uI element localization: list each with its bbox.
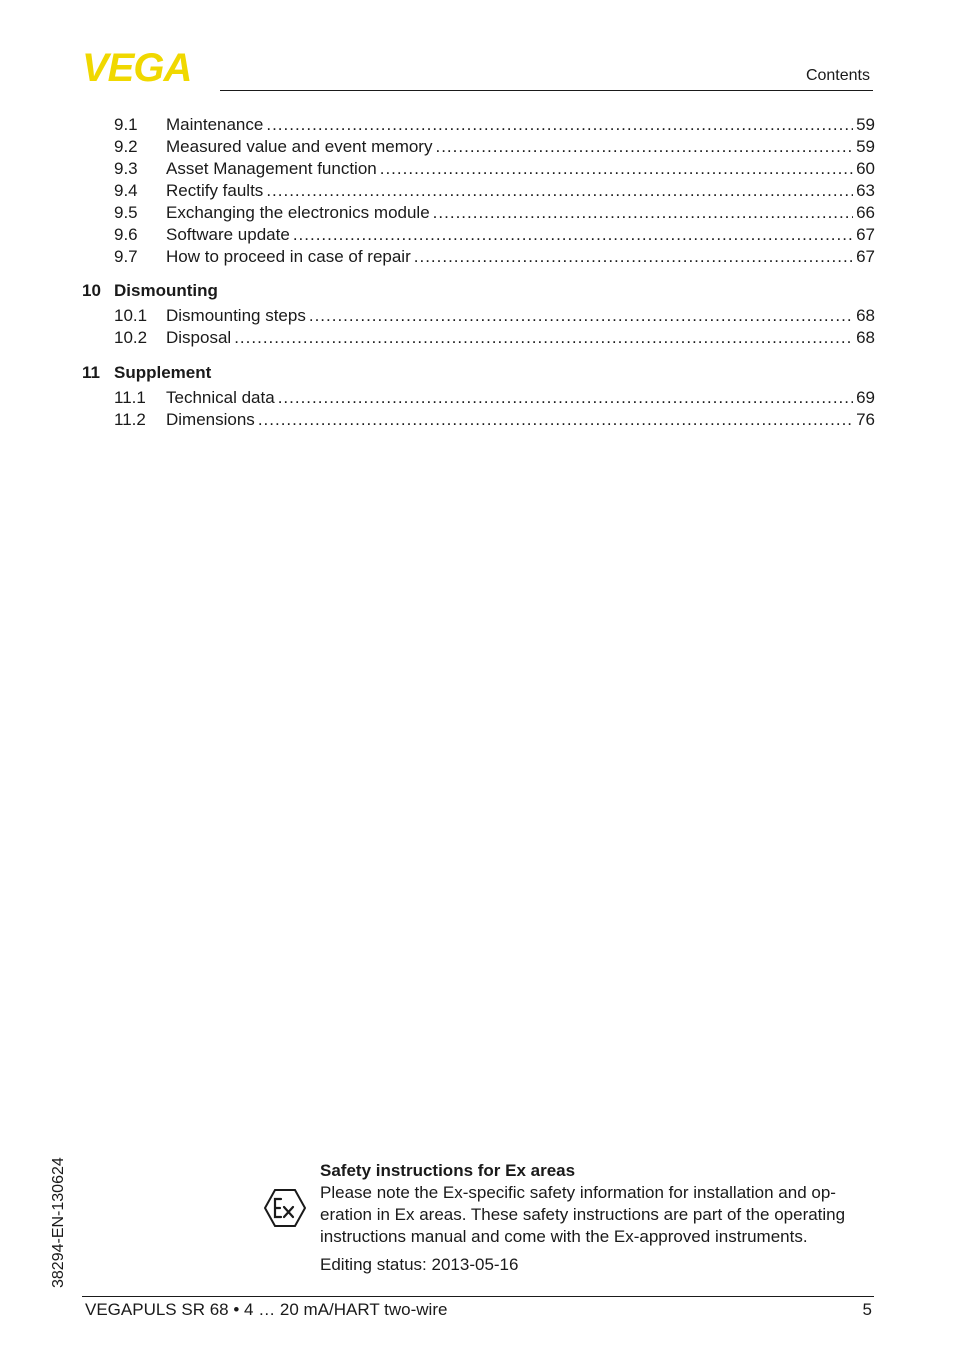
footer-divider: [82, 1296, 874, 1297]
toc-dot-leader: [380, 158, 853, 180]
safety-title: Safety instructions for Ex areas: [320, 1161, 576, 1180]
toc-entry-title: Disposal: [166, 328, 232, 347]
toc-entry-title: Asset Management function: [166, 159, 377, 178]
toc-dot-leader: [266, 180, 853, 202]
toc-dot-leader: [234, 327, 853, 349]
toc-entry[interactable]: [114, 246, 875, 268]
toc-entry-page: 69: [856, 388, 875, 407]
toc-entry[interactable]: [114, 327, 875, 349]
safety-text-line: eration in Ex areas. These safety instructions are part of the operating: [320, 1205, 846, 1224]
running-header-section: Contents: [805, 67, 870, 84]
safety-notice: [320, 1160, 876, 1276]
toc-entry[interactable]: [114, 409, 875, 431]
header-divider: [220, 90, 873, 91]
toc-dot-leader: [278, 387, 853, 409]
vega-logo: [82, 50, 212, 84]
toc-dot-leader: [435, 136, 853, 158]
toc-entry[interactable]: [114, 136, 875, 158]
toc-chapter-heading[interactable]: [82, 362, 211, 384]
toc-dot-leader: [258, 409, 853, 431]
toc-entry-page: 76: [856, 410, 875, 429]
toc-entry-number: 9.1: [114, 115, 138, 134]
toc-entry-title: Software update: [166, 225, 290, 244]
toc-entry-page: 68: [856, 328, 875, 347]
toc-entry-number: 9.4: [114, 181, 138, 200]
safety-text-line: instructions manual and come with the Ex-approved instruments.: [320, 1227, 808, 1246]
page-number: 5: [862, 1300, 872, 1319]
toc-entry[interactable]: [114, 158, 875, 180]
toc-entry-page: 63: [856, 181, 875, 200]
toc-entry-page: 59: [856, 137, 875, 156]
toc-entry[interactable]: [114, 202, 875, 224]
toc-entry-title: Technical data: [166, 388, 275, 407]
toc-entry-title: Measured value and event memory: [166, 137, 433, 156]
toc-dot-leader: [293, 224, 853, 246]
toc-dot-leader: [414, 246, 853, 268]
ex-icon: [264, 1188, 306, 1228]
safety-text-line: Please note the Ex-specific safety information for installation and op-: [320, 1183, 836, 1202]
toc-entry-number: 9.3: [114, 159, 138, 178]
toc-entry-title: Dimensions: [166, 410, 255, 429]
toc-entry[interactable]: [114, 114, 875, 136]
toc-chapter-number: 10: [82, 281, 101, 300]
toc-chapter-title: Dismounting: [114, 281, 218, 300]
toc-entry-page: 66: [856, 203, 875, 222]
toc-entry-page: 68: [856, 306, 875, 325]
toc-entry-number: 10.2: [114, 328, 148, 347]
toc-entry-number: 9.7: [114, 247, 138, 266]
toc-entry-number: 9.6: [114, 225, 138, 244]
toc-entry-page: 67: [856, 225, 875, 244]
toc-entry[interactable]: [114, 387, 875, 409]
toc-dot-leader: [433, 202, 853, 224]
toc-dot-leader: [266, 114, 853, 136]
toc-chapter-heading[interactable]: [82, 280, 218, 302]
toc-entry-page: 67: [856, 247, 875, 266]
toc-entry-title: Exchanging the electronics module: [166, 203, 430, 222]
toc-entry-number: 9.2: [114, 137, 138, 156]
toc-entry-title: Rectify faults: [166, 181, 264, 200]
toc-dot-leader: [309, 305, 853, 327]
footer-product: VEGAPULS SR 68 • 4 … 20 mA/HART two-wire: [85, 1300, 448, 1319]
toc-entry-number: 9.5: [114, 203, 138, 222]
toc-entry[interactable]: [114, 305, 875, 327]
toc-entry-title: How to proceed in case of repair: [166, 247, 411, 266]
toc-chapter-number: 11: [82, 363, 100, 382]
toc-entry-page: 59: [856, 115, 875, 134]
toc-entry-title: Maintenance: [166, 115, 264, 134]
editing-status: Editing status: 2013-05-16: [320, 1255, 519, 1274]
logo-text: VEGA: [82, 50, 192, 84]
toc-entry-number: 11.2: [114, 410, 146, 429]
toc-entry[interactable]: [114, 180, 875, 202]
toc-entry[interactable]: [114, 224, 875, 246]
toc-entry-number: 11.1: [114, 388, 146, 407]
toc-entry-title: Dismounting steps: [166, 306, 306, 325]
toc-entry-number: 10.1: [114, 306, 148, 325]
toc-entry-page: 60: [856, 159, 875, 178]
toc-chapter-title: Supplement: [114, 363, 212, 382]
document-code: 38294-EN-130624: [50, 1157, 67, 1288]
